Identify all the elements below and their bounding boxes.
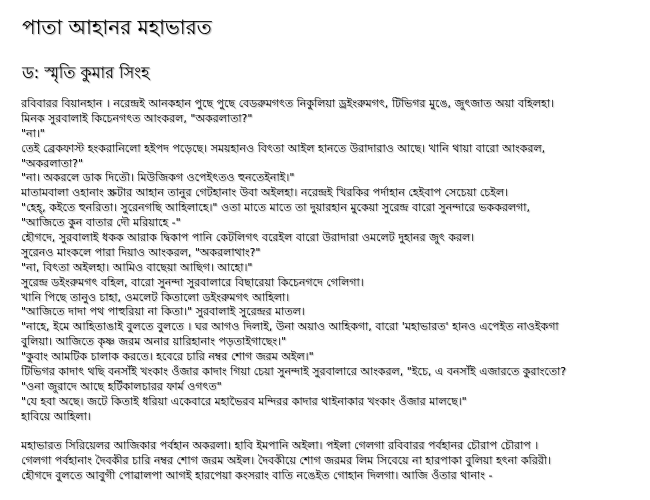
text-line: হৌগদে বুলতে আবুগী পোৱালপা আগই হারপেয়া কংসরাং বাতি নঙেইত গোহান দিলগা। আজি ওঁতার থানাং -	[21, 469, 493, 483]
document-title: পাতা আহানর মহাভারত	[22, 15, 212, 39]
author-byline: ড: স্মৃতি কুমার সিংহ	[22, 63, 150, 82]
text-line: "অকরলাতা?"	[21, 156, 84, 170]
text-line: টিভিগর কাদাৎ থছি বনসাঁই খংকাং ওঁজার কাদাং গিয়া চেয়া সুনন্দাই সুরবালারে আংকরল, "ইচে, এ বনসাঁই এজারতে কুরাংতো?	[21, 365, 567, 379]
text-line: তেই ব্রেকফাস্ট হংকরানিলো হইপদ পড়েছে। সময়হানও বিৎতা আইল হানতে উরাদারাও আছে। খানি থায়া বারো আংকরল,	[21, 141, 546, 155]
document-body	[21, 97, 645, 484]
text-line: মাতামবালা ওহানাং স্ক্রটার আহান তানুর গেটহানাং উবা অইলহা। নরেন্দ্রই খিরকির পর্দাহান হেইবাপ সেচেয়া চেইল।	[21, 186, 509, 200]
text-line: হাবিয়ে আহিলা।	[21, 409, 91, 423]
text-line: "আজিতে কুন বাতার দৌ মরিয়াহে -"	[21, 216, 181, 230]
text-line: "আজিতে দাদা পথ পাহুরিয়া না কিতা।" সুরবালাই সুরেন্দ্রর মাতল।	[21, 305, 305, 319]
text-line: "না, বিৎতা অইলহা। আমিও বাছেয়া আছিগ। আহো।"	[21, 260, 253, 274]
text-line: "নাহে, ইমে আহিতাঙাই বুলতে বুলতে । ঘর আগও দিলাই, উনা অয়াও আহিকগা, বারো 'মহাভারত' হানও এপেইত নাওইকগা	[21, 320, 559, 334]
text-line: "যে হবা অছে। জটে কিতাই ধরিয়া একেবারে মহাভৈরব মন্দিরর কাদার থাইনাকার খংকাং ওঁজার মালছে।"	[21, 394, 467, 408]
text-line: বুলিয়া। আজিতে কৃষ্ণ জরম অনার য়ারিহানাং পড়তাইগাছেং।"	[21, 335, 287, 349]
text-line: খানি পিছে তানুও চাহা, ওমলেট কিতালো ডইংরুমগৎ আহিলা।	[21, 290, 290, 304]
text-line: "হেহ্, কইতে হুনরিতা। সুরেনগছি আহিলাহে।" ওতা মাতে মাতে তা দুয়ারহান মুকেয়া সুরেন্দ্র বারো সুনন্দারে ভককরলগা,	[21, 201, 530, 215]
text-line: মহাভারত সিরিয়েলর আজিকার পর্বহান অকরলা। হাবি ইমপানি অইলা। পইলা গেলগা রবিবারর পর্বহানর চৌরাপ চৌরাপ ।	[21, 439, 539, 453]
text-line: গেলগা পর্বহানাং দৈবকীর চারি নম্বর শোগ জরম অইল। দৈবকীয়ে শোগ জরমর লিম সিবেয়ে না হারপাকা বুলিয়া হৎনা করিরী।	[21, 454, 551, 468]
text-line: সুরেন্দ্র ডইংরুমগৎ বহিল, বারো সুনন্দা সুরবালারে বিছারেয়া কিচেনগদে গেলিগা।	[21, 275, 364, 289]
text-line: সুরেনও মাংকলে পারা দিয়াও আংকরল, "অকরলাথাং?"	[21, 245, 261, 259]
text-line: রবিবারর বিয়ানহান । নরেন্দ্রই আনকহান পুছে পুছে বেডরুমগৎত নিকুলিয়া ড্রইংরুমগৎ, টিভিগর মুঙে, জুৎজাত অয়া বহিলহা।	[21, 97, 554, 110]
text-line: হৌগদে, সুরবালাই ধকক আরাক দ্বিকাপ পানি কেটলিগৎ বরেইল বারো উরাদারা ওমলেট দুহানর জুৎ করল।	[21, 231, 475, 245]
text-line: "ওনা জুরাদে আছে হর্টিকালচারর ফার্ম ওগৎত"	[21, 379, 222, 393]
text-line: "না।"	[21, 126, 45, 140]
text-line: "না। অকরলে ডাক দিতৌ। মিউজিকগ ওপেইৎতও হুনতেইনাই।"	[21, 171, 295, 185]
text-line: মিনক সুরবালাই কিচেনগৎত আংকরল, "অকরলাতা?"	[21, 111, 253, 125]
paragraph-break	[21, 425, 645, 440]
text-line: "কুবাং আমটিক চালাক করতে। হবেরে চারি নম্বর শোগ জরম অইল।"	[21, 350, 314, 364]
